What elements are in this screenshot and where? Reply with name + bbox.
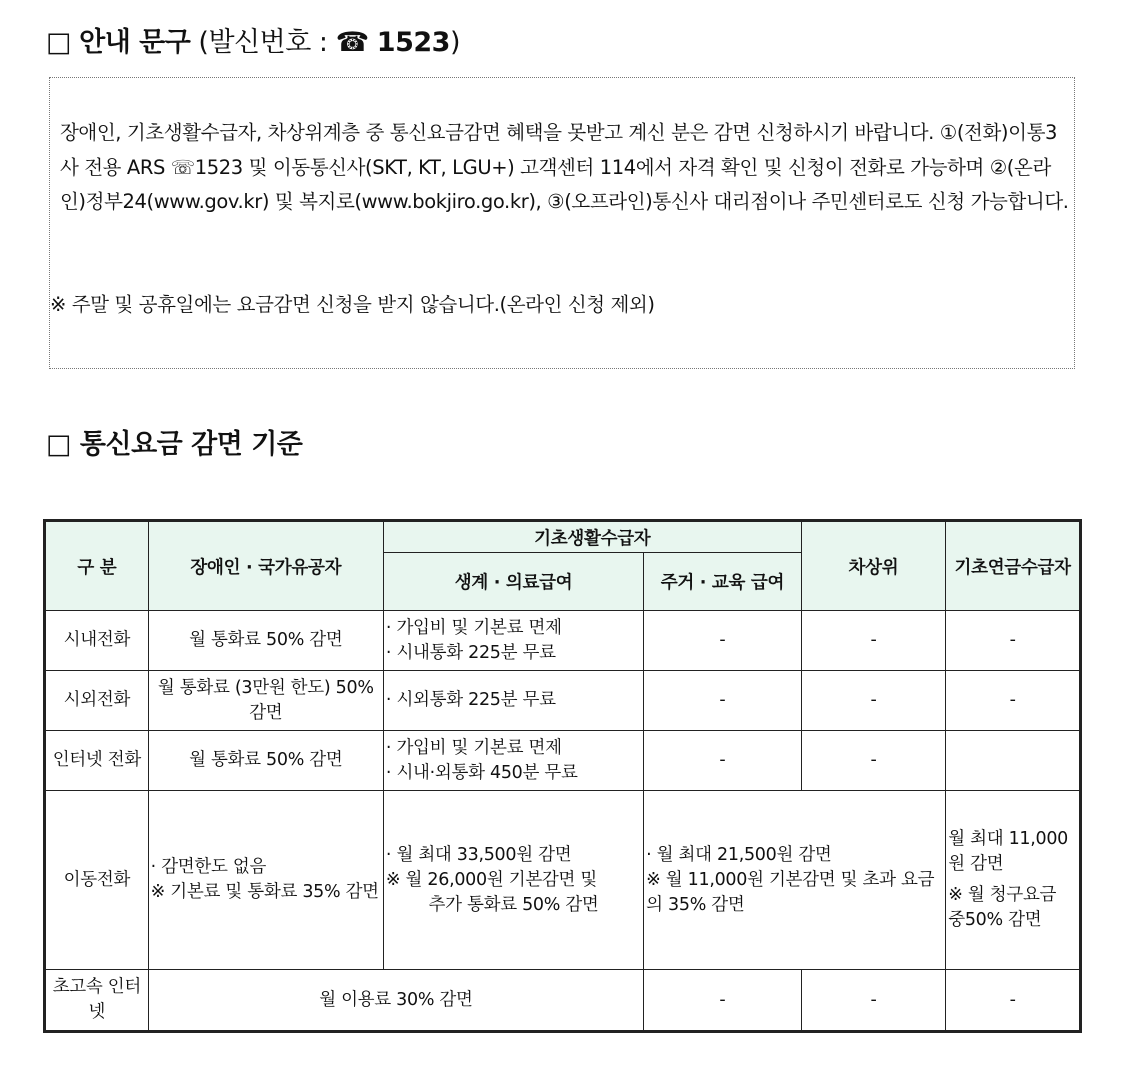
cell-line: ※ 월 11,000원 기본감면 및 초과 요금의 35% 감면: [646, 869, 935, 915]
table-row: [45, 731, 1081, 791]
header-living-medical: 생계 · 의료급여: [383, 553, 643, 611]
notice-box: [49, 77, 1075, 369]
header-disabled: 장애인 · 국가유공자: [148, 521, 383, 611]
cell-housing-education: -: [644, 731, 802, 791]
cell-basic-pension: -: [946, 611, 1081, 671]
cell-line: · 시외통화 225분 무료: [385, 690, 556, 710]
cell-near-poverty: -: [801, 731, 946, 791]
notice-paragraph: 장애인, 기초생활수급자, 차상위계층 중 통신요금감면 혜택을 못받고 계신 분은 감면 신청하시기 바랍니다. ①(전화)이통3사 전용 ARS ☏1523 및 이동통신사(SKT, KT, LGU+) 고객센터 114에서 자격 확인 및 신청이 전화로 가능하며 ②(온라인)정부24(www.gov.kr) 및 복지로(www.bokjiro.go.kr), ③(오프라인)통신사 대리점이나 주민센터로도 신청 가능합니다.: [60, 121, 1069, 213]
cell-disabled: 월 통화료 (3만원 한도) 50% 감면: [148, 671, 383, 731]
cell-basic-pension: -: [946, 671, 1081, 731]
cell-near-poverty: -: [801, 970, 946, 1032]
cell-housing-education: -: [644, 611, 802, 671]
phone-number: 1523: [376, 27, 450, 58]
table-row: [45, 671, 1081, 731]
cell-disabled: 월 통화료 50% 감면: [148, 611, 383, 671]
table-row: [45, 791, 1081, 970]
header-basic-livelihood: 기초생활수급자: [383, 521, 801, 553]
header-category: 구 분: [45, 521, 149, 611]
cell-line: · 가입비 및 기본료 면제: [385, 617, 562, 638]
paren-close: ): [449, 27, 460, 58]
cell-near-poverty: -: [801, 671, 946, 731]
criteria-heading: □ 통신요금 감면 기준: [46, 429, 303, 460]
cell-disabled: [148, 791, 383, 970]
cell-housing-and-near-poverty: [644, 791, 946, 970]
cell-line: 추가 통화료 50% 감면: [428, 894, 599, 915]
header-housing-education: 주거 · 교육 급여: [644, 553, 802, 611]
table-header-row: [45, 521, 1081, 553]
cell-disabled: 월 통화료 50% 감면: [148, 731, 383, 791]
cell-line: ※ 월 26,000원 기본감면 및: [385, 869, 598, 890]
cell-line: · 시내·외통화 450분 무료: [385, 762, 578, 783]
cell-line: · 감면한도 없음: [150, 857, 267, 877]
table-row: [45, 611, 1081, 671]
cell-line: ※ 기본료 및 통화료 35% 감면: [150, 882, 379, 902]
row-category: 이동전화: [45, 791, 149, 970]
cell-line: · 가입비 및 기본료 면제: [385, 737, 562, 758]
cell-basic-pension: [946, 731, 1081, 791]
cell-line: 월 최대 11,000원 감면: [948, 829, 1069, 874]
table-row: [45, 970, 1081, 1032]
discount-criteria-table: [43, 519, 1082, 1033]
cell-housing-education: -: [644, 671, 802, 731]
row-category: 초고속 인터넷: [45, 970, 149, 1032]
cell-housing-education: -: [644, 970, 802, 1032]
cell-living-medical: [383, 671, 643, 731]
notice-note: ※ 주말 및 공휴일에는 요금감면 신청을 받지 않습니다.(온라인 신청 제외): [50, 293, 655, 316]
row-category: 인터넷 전화: [45, 731, 149, 791]
header-basic-pension: 기초연금수급자: [946, 521, 1081, 611]
cell-line: · 월 최대 21,500원 감면: [646, 844, 832, 865]
notice-heading: [46, 20, 460, 59]
header-near-poverty: 차상위: [801, 521, 946, 611]
cell-line: ※ 월 청구요금 중50% 감면: [948, 885, 1057, 930]
cell-line: · 시내통화 225분 무료: [385, 642, 556, 663]
cell-living-medical: [383, 731, 643, 791]
sender-label: (발신번호 :: [190, 27, 336, 58]
row-category: 시외전화: [45, 671, 149, 731]
notice-title: 안내 문구: [79, 27, 191, 58]
cell-near-poverty: -: [801, 611, 946, 671]
cell-basic-pension: [946, 791, 1081, 970]
cell-basic-pension: -: [946, 970, 1081, 1032]
cell-merged: 월 이용료 30% 감면: [148, 970, 643, 1032]
cell-line: · 월 최대 33,500원 감면: [385, 844, 572, 865]
cell-living-medical: [383, 611, 643, 671]
row-category: 시내전화: [45, 611, 149, 671]
checkbox-glyph: □: [46, 27, 72, 58]
cell-living-medical: [383, 791, 643, 970]
telephone-icon: ☎: [335, 27, 369, 58]
